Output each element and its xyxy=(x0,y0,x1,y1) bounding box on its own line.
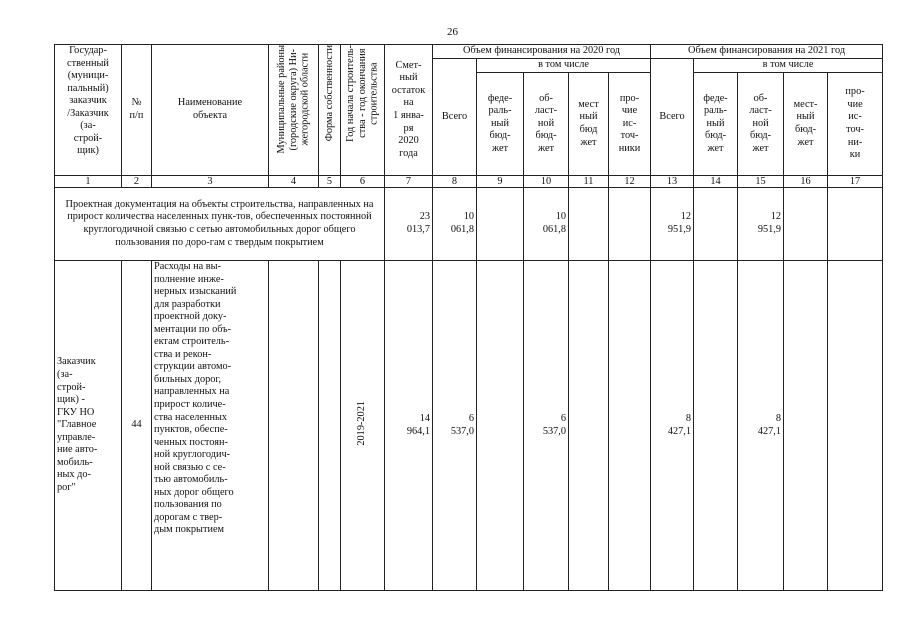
summary-local-2021 xyxy=(784,188,828,261)
row-estimate: 14 964,1 xyxy=(385,261,433,591)
header-federal-2021: феде- раль- ный бюд- жет xyxy=(694,73,738,176)
col-num: 7 xyxy=(385,176,433,188)
summary-total-2021: 12 951,9 xyxy=(651,188,694,261)
col-num: 16 xyxy=(784,176,828,188)
header-object-name: Наименование объекта xyxy=(152,45,269,176)
header-regional-2020: об- ласт- ной бюд- жет xyxy=(524,73,569,176)
summary-estimate: 23 013,7 xyxy=(385,188,433,261)
row-local-2021 xyxy=(784,261,828,591)
summary-label: Проектная документация на объекты строительства, направленных на прирост количества населенных пунк-тов, обеспеченных постоянной круглогодичной связью с сетью автомобильных дорог общего пользования по доро-гам с твердым покрытием xyxy=(55,188,385,261)
header-including-2020: в том числе xyxy=(477,59,651,73)
header-fin-2021: Объем финансирования на 2021 год xyxy=(651,45,883,59)
header-years xyxy=(341,45,385,176)
summary-local-2020 xyxy=(569,188,609,261)
summary-other-2021 xyxy=(828,188,883,261)
col-num: 1 xyxy=(55,176,122,188)
header-total-2021: Всего xyxy=(651,59,694,176)
row-customer: Заказчик (за- строй- щик) - ГКУ НО "Главное управле- ние авто- мобиль- ных до- рог" xyxy=(55,261,122,591)
summary-federal-2021 xyxy=(694,188,738,261)
row-federal-2021 xyxy=(694,261,738,591)
header-municipal-text: Муниципальные районы (городские округа) Ни- жегородской области xyxy=(275,45,311,154)
row-other-2020 xyxy=(609,261,651,591)
col-num: 13 xyxy=(651,176,694,188)
header-years-text: Год начала строитель- ства - год окончания строительства xyxy=(344,45,380,142)
row-regional-2020: 6 537,0 xyxy=(524,261,569,591)
header-fin-2020: Объем финансирования на 2020 год xyxy=(433,45,651,59)
header-other-2020: про- чие ис- точ- ники xyxy=(609,73,651,176)
row-years xyxy=(341,261,385,591)
table-row xyxy=(55,261,883,591)
header-including-2021: в том числе xyxy=(694,59,883,73)
column-number-row xyxy=(55,176,883,188)
row-num: 44 xyxy=(122,261,152,591)
col-num: 14 xyxy=(694,176,738,188)
col-num: 2 xyxy=(122,176,152,188)
header-total-2020: Всего xyxy=(433,59,477,176)
header-regional-2021: об- ласт- ной бюд- жет xyxy=(738,73,784,176)
col-num: 4 xyxy=(269,176,319,188)
header-num: № п/п xyxy=(122,45,152,176)
col-num: 3 xyxy=(152,176,269,188)
header-other-2021: про- чие ис- точ- ни- ки xyxy=(828,73,883,176)
row-other-2021 xyxy=(828,261,883,591)
col-num: 10 xyxy=(524,176,569,188)
col-num: 6 xyxy=(341,176,385,188)
row-total-2021: 8 427,1 xyxy=(651,261,694,591)
header-ownership-text: Форма собственности xyxy=(323,45,335,142)
header-municipal xyxy=(269,45,319,176)
header-local-2020: мест ный бюд жет xyxy=(569,73,609,176)
row-object-name: Расходы на вы- полнение инже- нерных изысканий для разработки проектной доку- ментации по объ- ектам строитель- ства и рекон- струкции автомо- бильных дорог, направленных на прирост количе- ства населенных пунктов, обеспе- ченных постоян- ной круглогодич- ной связью с се- тью автомобиль- ных дорог общего пользования по дорогам с твер- дым покрытием xyxy=(152,261,269,591)
header-estimate: Смет- ный остаток на 1 янва- ря 2020 года xyxy=(385,45,433,176)
page-number: 26 xyxy=(447,26,458,38)
row-municipal xyxy=(269,261,319,591)
row-federal-2020 xyxy=(477,261,524,591)
header-local-2021: мест- ный бюд- жет xyxy=(784,73,828,176)
summary-other-2020 xyxy=(609,188,651,261)
col-num: 8 xyxy=(433,176,477,188)
row-local-2020 xyxy=(569,261,609,591)
row-years-text: 2019-2021 xyxy=(356,400,368,446)
row-regional-2021: 8 427,1 xyxy=(738,261,784,591)
summary-regional-2021: 12 951,9 xyxy=(738,188,784,261)
summary-federal-2020 xyxy=(477,188,524,261)
header-federal-2020: феде- раль- ный бюд- жет xyxy=(477,73,524,176)
header-customer: Государ- ственный (муници- пальный) заказчик /Заказчик (за- строй- щик) xyxy=(55,45,122,176)
summary-total-2020: 10 061,8 xyxy=(433,188,477,261)
col-num: 11 xyxy=(569,176,609,188)
row-total-2020: 6 537,0 xyxy=(433,261,477,591)
col-num: 12 xyxy=(609,176,651,188)
col-num: 15 xyxy=(738,176,784,188)
summary-regional-2020: 10 061,8 xyxy=(524,188,569,261)
header-ownership xyxy=(319,45,341,176)
summary-row xyxy=(55,188,883,261)
financing-table xyxy=(54,44,883,591)
col-num: 17 xyxy=(828,176,883,188)
col-num: 9 xyxy=(477,176,524,188)
row-ownership xyxy=(319,261,341,591)
col-num: 5 xyxy=(319,176,341,188)
